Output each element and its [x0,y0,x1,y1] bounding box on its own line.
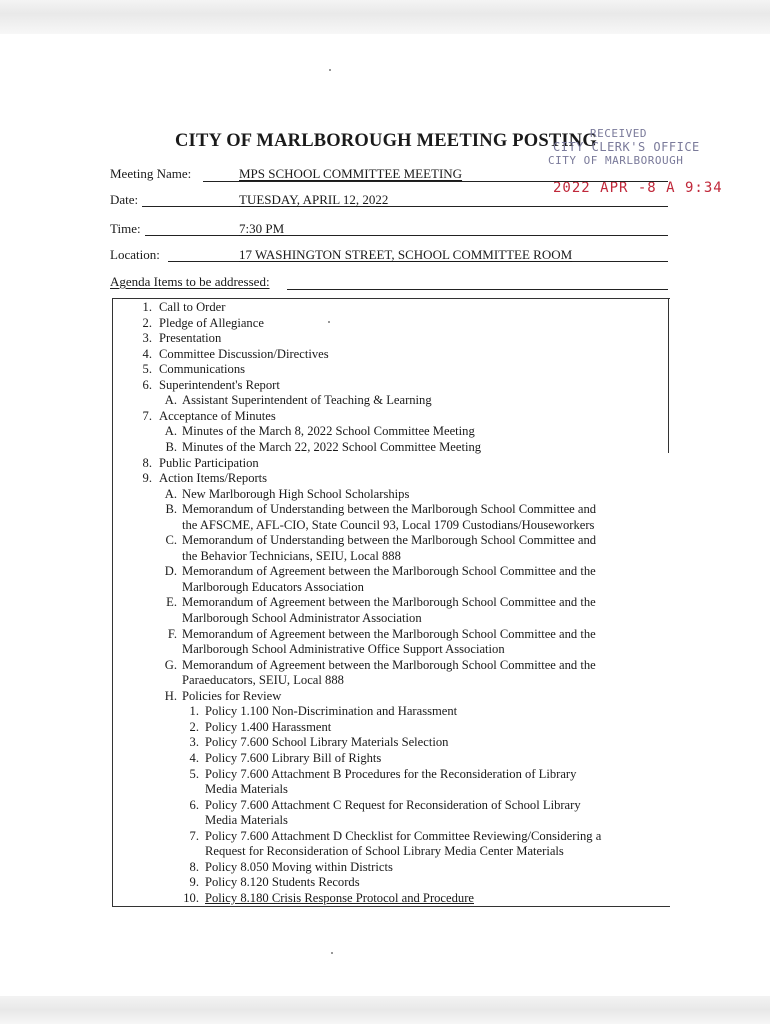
agenda-item: Policy 8.120 Students Records [205,875,360,890]
received-stamp-line: CITY CLERK'S OFFICE [553,140,700,154]
agenda-item: Memorandum of Agreement between the Marlborough School Committee and the [182,626,596,641]
agenda-item: Committee Discussion/Directives [159,346,329,361]
scan-speck [331,952,333,954]
agenda-item-marker: A. [164,486,177,501]
agenda-item: Action Items/Reports [159,471,268,486]
agenda-item: Memorandum of Understanding between the Marlborough School Committee and [182,502,597,517]
agenda-item: Memorandum of Understanding between the Marlborough School Committee and [182,533,597,548]
agenda-item-marker: 6. [189,797,199,812]
agenda-item: Public Participation [159,455,259,470]
agenda-item: Presentation [159,331,222,346]
agenda-item-marker: G. [164,657,177,672]
agenda-item: Policy 7.600 Attachment D Checklist for Committee Reviewing/Considering a [205,828,602,843]
agenda-item-marker: 5. [142,362,152,377]
agenda-item: Policy 1.400 Harassment [205,719,332,734]
agenda-item-continuation: Media Materials [205,813,288,828]
agenda-item-continuation: the AFSCME, AFL-CIO, State Council 93, Local 1709 Custodians/Houseworkers [182,517,595,532]
agenda-item: Policy 8.180 Crisis Response Protocol and Procedure [205,890,474,905]
agenda-item-marker: A. [164,424,177,439]
agenda-item-continuation: Marlborough Educators Association [182,579,364,594]
agenda-item-marker: 8. [189,859,199,874]
agenda-item-marker: 2. [189,719,199,734]
agenda-item-marker: 4. [189,750,199,765]
agenda-item-marker: A. [164,393,177,408]
agenda-item-marker: D. [164,564,177,579]
agenda-item: Pledge of Allegiance [159,315,264,330]
agenda-item-marker: C. [165,533,177,548]
agenda-item: Policy 7.600 Attachment B Procedures for the Reconsideration of Library [205,766,577,781]
agenda-item-marker: 7. [189,828,199,843]
agenda-item: Superintendent's Report [159,377,280,392]
agenda-item: Policy 7.600 Library Bill of Rights [205,750,382,765]
agenda-item: Policy 1.100 Non-Discrimination and Harassment [205,704,458,719]
agenda-item-continuation: Marlborough School Administrative Office Support Association [182,642,505,657]
agenda-item: Assistant Superintendent of Teaching & Learning [182,393,432,408]
agenda-item: Memorandum of Agreement between the Marlborough School Committee and the [182,564,596,579]
agenda-item: Call to Order [159,300,226,314]
field-underline [287,289,668,290]
agenda-item: Memorandum of Agreement between the Marlborough School Committee and the [182,657,596,672]
agenda-item: Memorandum of Agreement between the Marlborough School Committee and the [182,595,596,610]
agenda-item-continuation: Paraeducators, SEIU, Local 888 [182,673,344,688]
agenda-item-marker: 1. [189,704,199,719]
agenda-item-marker: F. [167,626,177,641]
meeting-name-label: Meeting Name: [110,166,192,181]
time-label: Time: [110,221,141,236]
agenda-item-marker: B. [165,439,177,454]
received-stamp-datetime: 2022 APR -8 A 9:34 [553,180,723,196]
agenda-item-continuation: Request for Reconsideration of School Library Media Center Materials [205,844,564,859]
agenda-item: Policy 7.600 Attachment C Request for Reconsideration of School Library [205,797,581,812]
agenda-item-marker: 2. [142,315,152,330]
date-label: Date: [110,192,139,207]
agenda-item: Acceptance of Minutes [159,408,276,423]
document-title: CITY OF MARLBOROUGH MEETING POSTING [175,131,597,151]
agenda-box-edge [668,298,669,453]
agenda-item-marker: 9. [142,471,152,486]
scan-speck [329,69,331,71]
agenda-item-marker: H. [164,688,177,703]
received-stamp-line: CITY OF MARLBOROUGH [548,154,684,167]
scan-top-edge [0,0,770,34]
agenda-item-marker: 1. [142,300,152,314]
location-value: 17 WASHINGTON STREET, SCHOOL COMMITTEE ROOM [239,247,573,262]
agenda-heading: Agenda Items to be addressed: [110,274,270,289]
received-stamp-line: RECEIVED [590,127,647,140]
agenda-item-marker: 3. [189,735,199,750]
time-value: 7:30 PM [239,221,285,236]
field-underline [142,206,668,207]
agenda-item-marker: 6. [142,377,152,392]
meeting-name-value: MPS SCHOOL COMMITTEE MEETING [239,166,463,181]
agenda-item-marker: 7. [142,408,152,423]
agenda-item-marker: 5. [189,766,199,781]
agenda-item-marker: 8. [142,455,152,470]
agenda-item-continuation: the Behavior Technicians, SEIU, Local 888 [182,548,401,563]
agenda-item-marker: 3. [142,331,152,346]
agenda-item: Minutes of the March 22, 2022 School Committee Meeting [182,439,482,454]
agenda-item-marker: 9. [189,875,199,890]
agenda-item-marker: 10. [183,890,199,905]
agenda-item-continuation: Media Materials [205,782,288,797]
agenda-item-marker: B. [165,502,177,517]
agenda-item: Policy 8.050 Moving within Districts [205,859,393,874]
field-underline [145,235,668,236]
agenda-item: Policy 7.600 School Library Materials Selection [205,735,449,750]
agenda-item-continuation: Marlborough School Administrator Association [182,611,422,625]
agenda-item: Communications [159,362,246,377]
date-value: TUESDAY, APRIL 12, 2022 [239,192,389,207]
agenda-item-marker: 4. [142,346,152,361]
agenda-item: Policies for Review [182,688,282,703]
agenda-item-marker: E. [166,595,177,610]
agenda-item: Minutes of the March 8, 2022 School Committee Meeting [182,424,475,439]
scan-bottom-edge [0,996,770,1024]
agenda-item: New Marlborough High School Scholarships [182,486,410,501]
location-label: Location: [110,247,160,262]
